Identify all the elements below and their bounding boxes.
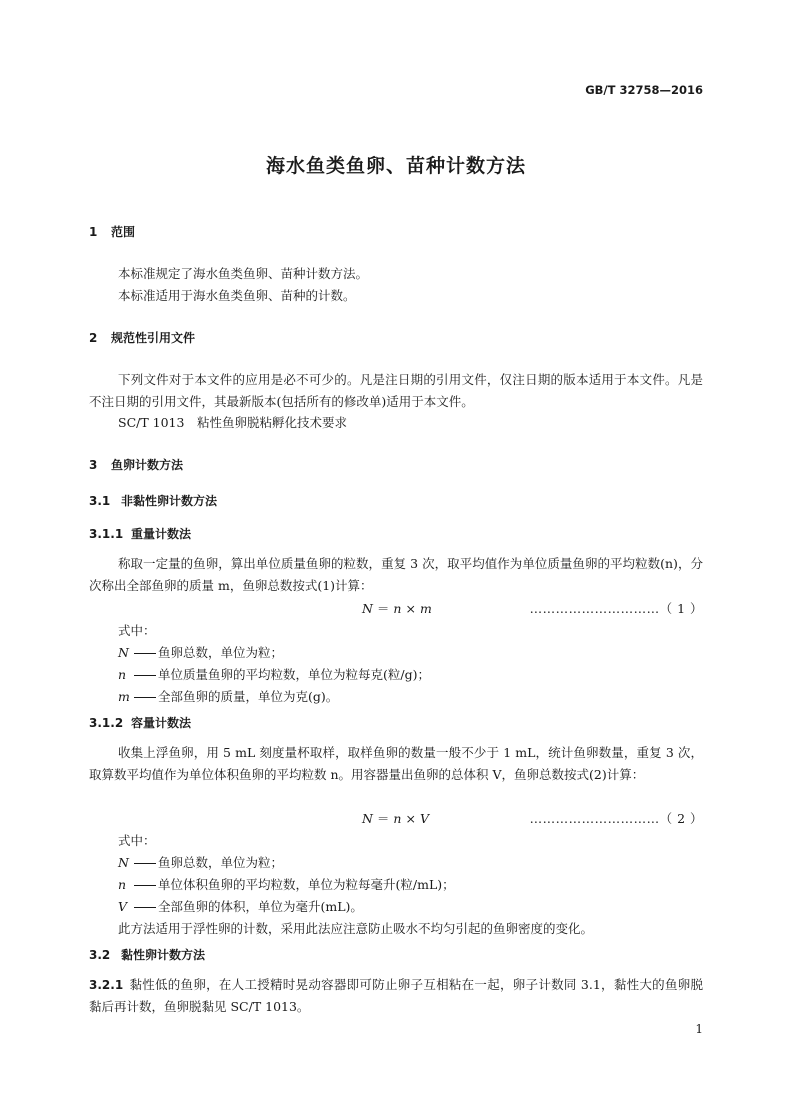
section-3-1-heading xyxy=(89,492,217,509)
section-3-heading xyxy=(89,456,183,473)
volume-method-paragraph: 收集上浮鱼卵，用 5 mL 刻度量杯取样，取样鱼卵的数量一般不少于 1 mL，统计鱼卵数量，重复 3 次，取算数平均值作为单位体积鱼卵的平均粒数 n。用容器量出鱼卵的总体积 V，鱼卵总数按式(2)计算： xyxy=(89,745,703,782)
section-3-2-1-paragraph xyxy=(89,974,703,1018)
formula-operator: ＝ xyxy=(376,811,390,826)
equation-number-2: …………………………（ 2 ） xyxy=(529,811,703,826)
variable-symbol: n xyxy=(118,877,127,892)
section-2-heading xyxy=(89,329,195,346)
variable-description: 鱼卵总数，单位为粒； xyxy=(158,645,284,660)
dash-separator xyxy=(134,697,156,698)
dash-separator xyxy=(134,653,156,654)
standard-number: GB/T 32758—2016 xyxy=(585,83,703,97)
references-paragraph: 下列文件对于本文件的应用是必不可少的。凡是注日期的引用文件，仅注日期的版本适用于本文件。凡是不注日期的引用文件，其最新版本(包括所有的修改单)适用于本文件。 xyxy=(89,372,703,409)
formula-operator: ＝ xyxy=(376,601,390,616)
weight-method-paragraph: 称取一定量的鱼卵，算出单位质量鱼卵的粒数，重复 3 次，取平均值作为单位质量鱼卵的平均粒数(n)，分次称出全部鱼卵的质量 m，鱼卵总数按式(1)计算： xyxy=(89,556,703,593)
variable-description: 单位体积鱼卵的平均粒数，单位为粒每毫升(粒/mL)； xyxy=(158,877,455,892)
method-note: 此方法适用于浮性卵的计数，采用此法应注意防止吸水不均匀引起的鱼卵密度的变化。 xyxy=(118,921,594,936)
formula-symbol: m xyxy=(419,601,432,616)
where-label: 式中： xyxy=(118,833,156,848)
section-title: 黏性卵计数方法 xyxy=(121,948,206,962)
formula-operator: × xyxy=(405,811,416,826)
dash-separator xyxy=(134,863,156,864)
variable-description: 全部鱼卵的质量，单位为克(g)。 xyxy=(158,689,339,704)
section-title: 非黏性卵计数方法 xyxy=(121,494,218,508)
formula-symbol: n xyxy=(393,811,402,826)
where-label: 式中： xyxy=(118,623,156,638)
formula-1 xyxy=(362,599,432,617)
section-number: 3.1.2 xyxy=(89,716,124,730)
dash-separator xyxy=(134,885,156,886)
reference-item: SC/T 1013 粘性鱼卵脱粘孵化技术要求 xyxy=(118,415,347,430)
section-number: 2 xyxy=(89,331,98,345)
section-number: 3.2 xyxy=(89,948,111,962)
document-title: 海水鱼类鱼卵、苗种计数方法 xyxy=(265,155,526,177)
formula-2 xyxy=(362,809,429,827)
variable-symbol: n xyxy=(118,667,127,682)
dash-separator xyxy=(134,675,156,676)
section-number: 3.1.1 xyxy=(89,527,124,541)
variable-symbol: m xyxy=(118,689,130,704)
variable-definition xyxy=(118,665,430,683)
variable-definition xyxy=(118,853,283,871)
section-title: 范围 xyxy=(111,225,136,239)
scope-paragraph-2: 本标准适用于海水鱼类鱼卵、苗种的计数。 xyxy=(118,288,356,303)
variable-definition xyxy=(118,875,455,893)
variable-definition xyxy=(118,897,363,915)
variable-description: 单位质量鱼卵的平均粒数，单位为粒每克(粒/g)； xyxy=(158,667,430,682)
page-number: 1 xyxy=(695,1022,703,1036)
section-3-1-1-heading xyxy=(89,525,191,542)
formula-symbol: V xyxy=(419,811,429,826)
section-number: 3.2.1 xyxy=(89,978,124,992)
variable-description: 全部鱼卵的体积，单位为毫升(mL)。 xyxy=(158,899,363,914)
section-title: 鱼卵计数方法 xyxy=(111,458,184,472)
section-number: 1 xyxy=(89,225,98,239)
paragraph-text: 黏性低的鱼卵，在人工授精时晃动容器即可防止卵子互相粘在一起，卵子计数同 3.1，黏性大的鱼卵脱黏后再计数，鱼卵脱黏见 SC/T 1013。 xyxy=(89,977,703,1014)
variable-symbol: N xyxy=(118,855,129,870)
variable-symbol: N xyxy=(118,645,129,660)
scope-paragraph-1: 本标准规定了海水鱼类鱼卵、苗种计数方法。 xyxy=(118,266,369,281)
variable-description: 鱼卵总数，单位为粒； xyxy=(158,855,284,870)
section-number: 3 xyxy=(89,458,98,472)
section-number: 3.1 xyxy=(89,494,111,508)
equation-number-1: …………………………（ 1 ） xyxy=(529,601,703,616)
formula-operator: × xyxy=(405,601,416,616)
variable-symbol: V xyxy=(118,899,128,914)
formula-symbol: N xyxy=(362,811,373,826)
section-1-heading xyxy=(89,223,135,240)
section-3-2-heading xyxy=(89,946,205,963)
variable-definition xyxy=(118,643,283,661)
formula-symbol: n xyxy=(393,601,402,616)
section-title: 重量计数法 xyxy=(131,527,192,541)
section-title: 容量计数法 xyxy=(131,716,192,730)
variable-definition xyxy=(118,687,338,705)
dash-separator xyxy=(134,907,156,908)
formula-symbol: N xyxy=(362,601,373,616)
section-3-1-2-heading xyxy=(89,714,191,731)
section-title: 规范性引用文件 xyxy=(111,331,196,345)
